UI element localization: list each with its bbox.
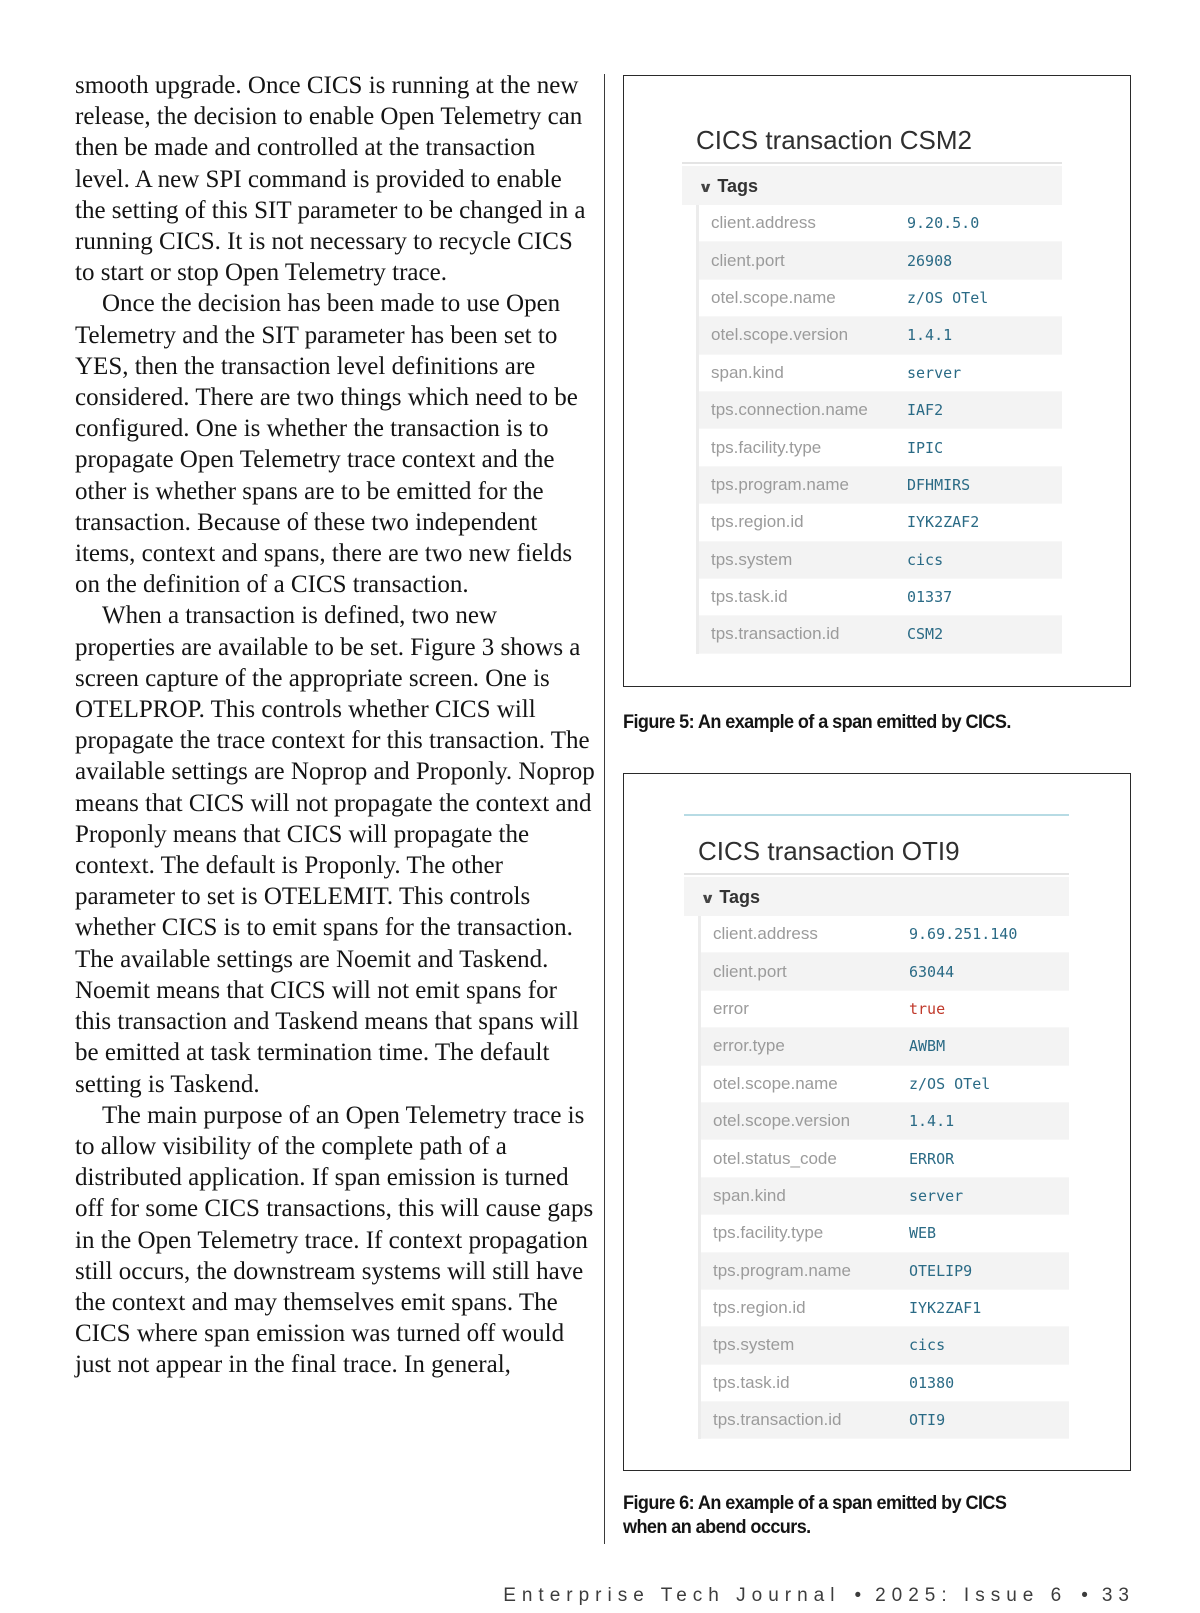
tag-row [701,1365,1069,1402]
tag-key: client.address [711,213,816,233]
tag-key: span.kind [713,1185,786,1205]
tag-value: 63044 [909,962,955,981]
tag-value: CSM2 [907,625,944,644]
body-paragraph-1: smooth upgrade. Once CICS is running at the new release, the decision to enable Open Telemetry can then be made and controlled at the transaction level. A new SPI command is provided to enable the setting of this SIT parameter to be changed in a running CICS. It is not necessary to recycle CICS to start or stop Open Telemetry trace. [75,72,586,287]
panel-title: CICS transaction OTI9 [684,824,1069,875]
tag-value: z/OS OTel [907,288,989,307]
tag-row [699,280,1062,317]
tag-value: 01337 [907,588,953,607]
issue-label: 2025: Issue 6 [875,1585,1068,1606]
span-details-panel [682,111,1062,654]
tag-key: tps.transaction.id [713,1410,842,1430]
tag-key: tps.system [713,1335,795,1355]
tag-key: otel.scope.name [711,287,836,307]
tag-row [699,392,1062,429]
tags-section-header[interactable] [684,877,1069,916]
panel-accent-line [684,814,1069,816]
tag-row [699,542,1062,579]
figure-5-frame [623,75,1131,687]
tag-row [701,1402,1069,1439]
body-paragraph-2: Once the decision has been made to use Open Telemetry and the SIT parameter has been set to YES, then the transaction level definitions are considered. There are two things which need to be configured. One is whether the transaction is to propagate Open Telemetry trace context and the other is whether spans are to be emitted for the transaction. Because of these two independent items, context and spans, there are two new fields on the definition of a CICS transaction. [75,290,578,599]
tag-key: tps.connection.name [711,400,868,420]
tag-value: IYK2ZAF2 [907,513,980,532]
tag-key: tps.program.name [711,474,849,494]
tags-label: Tags [719,887,761,907]
tag-value: cics [907,550,944,569]
tag-list [696,205,1062,654]
tag-value: AWBM [909,1037,946,1056]
tag-row [701,1028,1069,1065]
tag-value: server [907,363,962,382]
tags-section-header[interactable] [682,166,1062,205]
tag-value: IYK2ZAF1 [909,1299,982,1318]
tag-value: 9.20.5.0 [907,214,980,233]
tag-row [701,1253,1069,1290]
tag-row [701,1327,1069,1364]
tag-row [701,916,1069,953]
tag-key: tps.task.id [713,1372,790,1392]
bullet-separator: • [1081,1585,1088,1606]
tag-value: OTELIP9 [909,1261,973,1280]
tag-row [701,1290,1069,1327]
tag-row [701,1178,1069,1215]
tag-row [699,504,1062,541]
chevron-down-icon[interactable]: ∨ [700,890,716,906]
tag-value: OTI9 [909,1411,946,1430]
tag-key: error [713,998,749,1018]
tag-row [701,991,1069,1028]
span-details-panel [684,814,1069,1439]
tag-row [699,467,1062,504]
tag-value: cics [909,1336,946,1355]
tag-value: ERROR [909,1149,955,1168]
column-divider [604,74,605,1544]
tag-value-error: true [909,999,946,1018]
tag-value: 9.69.251.140 [909,925,1018,944]
tag-value: 26908 [907,251,953,270]
tag-key: client.port [713,961,787,981]
tag-row [701,1140,1069,1177]
panel-title: CICS transaction CSM2 [682,111,1062,164]
page-footer [503,1585,1135,1607]
tag-key: tps.system [711,549,793,569]
figure-6-caption [623,1492,1079,1540]
article-body-column [75,70,595,1381]
chevron-down-icon[interactable]: ∨ [698,179,714,195]
tag-value: WEB [909,1224,937,1243]
bullet-separator: • [854,1585,862,1606]
tag-row [701,1103,1069,1140]
tag-value: server [909,1186,964,1205]
tag-key: tps.facility.type [713,1223,824,1243]
tags-label: Tags [717,176,759,196]
tag-row [699,616,1062,653]
tag-key: tps.facility.type [711,437,822,457]
tag-value: 1.4.1 [909,1112,955,1131]
tag-key: client.address [713,924,818,944]
tag-key: otel.scope.version [711,325,849,345]
tag-key: error.type [713,1036,785,1056]
tag-key: tps.task.id [711,587,788,607]
tag-list [698,916,1069,1439]
tag-value: IPIC [907,438,944,457]
tag-row [699,355,1062,392]
tag-row [699,317,1062,354]
page-number: 33 [1101,1585,1135,1606]
tag-row [699,205,1062,242]
tag-key: tps.region.id [711,512,804,532]
body-paragraph-4: The main purpose of an Open Telemetry trace is to allow visibility of the complete path of a distributed application. If span emission is turned off for some CICS transactions, this will cause gaps in the Open Telemetry trace. If context propagation still occurs, the downstream systems will still have the context and may themselves emit spans. The CICS where span emission was turned off would just not appear in the final trace. In general, [75,1101,594,1379]
tag-key: tps.program.name [713,1260,851,1280]
tag-row [699,429,1062,466]
tag-value: DFHMIRS [907,475,971,494]
tag-key: tps.transaction.id [711,624,840,644]
body-paragraph-3: When a transaction is defined, two new properties are available to be set. Figure 3 shows a screen capture of the appropriate screen. One is OTELPROP. This controls whether CICS will propagate the trace context for this transaction. The available settings are Noprop and Proponly. Noprop means that CICS will not propagate the context and Proponly means that CICS will propagate the context. The default is Proponly. The other parameter to set is OTELEMIT. This controls whether CICS is to emit spans for the transaction. The available settings are Noemit and Taskend. Noemit means that CICS will not emit spans for this transaction and Taskend means that spans will be emitted at task termination time. The default setting is Taskend. [75,602,595,1098]
publication-name: Enterprise Tech Journal [503,1585,841,1606]
tag-key: tps.region.id [713,1298,806,1318]
tag-key: otel.status_code [713,1148,837,1168]
figure-5-caption: Figure 5: An example of a span emitted by CICS. [623,712,1011,733]
tag-row [701,1215,1069,1252]
tag-key: otel.scope.name [713,1073,838,1093]
tag-key: client.port [711,250,785,270]
figure-6-caption-line-2: when an abend occurs. [623,1517,811,1538]
figure-6-frame [623,773,1131,1471]
tag-row [699,242,1062,279]
tag-value: 01380 [909,1373,955,1392]
tag-row [701,953,1069,990]
tag-row [699,579,1062,616]
tag-row [701,1066,1069,1103]
tag-key: span.kind [711,362,784,382]
tag-value: IAF2 [907,401,944,420]
tag-value: 1.4.1 [907,326,953,345]
figure-6-caption-line-1: Figure 6: An example of a span emitted by CICS [623,1493,1007,1514]
tag-value: z/OS OTel [909,1074,991,1093]
tag-key: otel.scope.version [713,1111,851,1131]
